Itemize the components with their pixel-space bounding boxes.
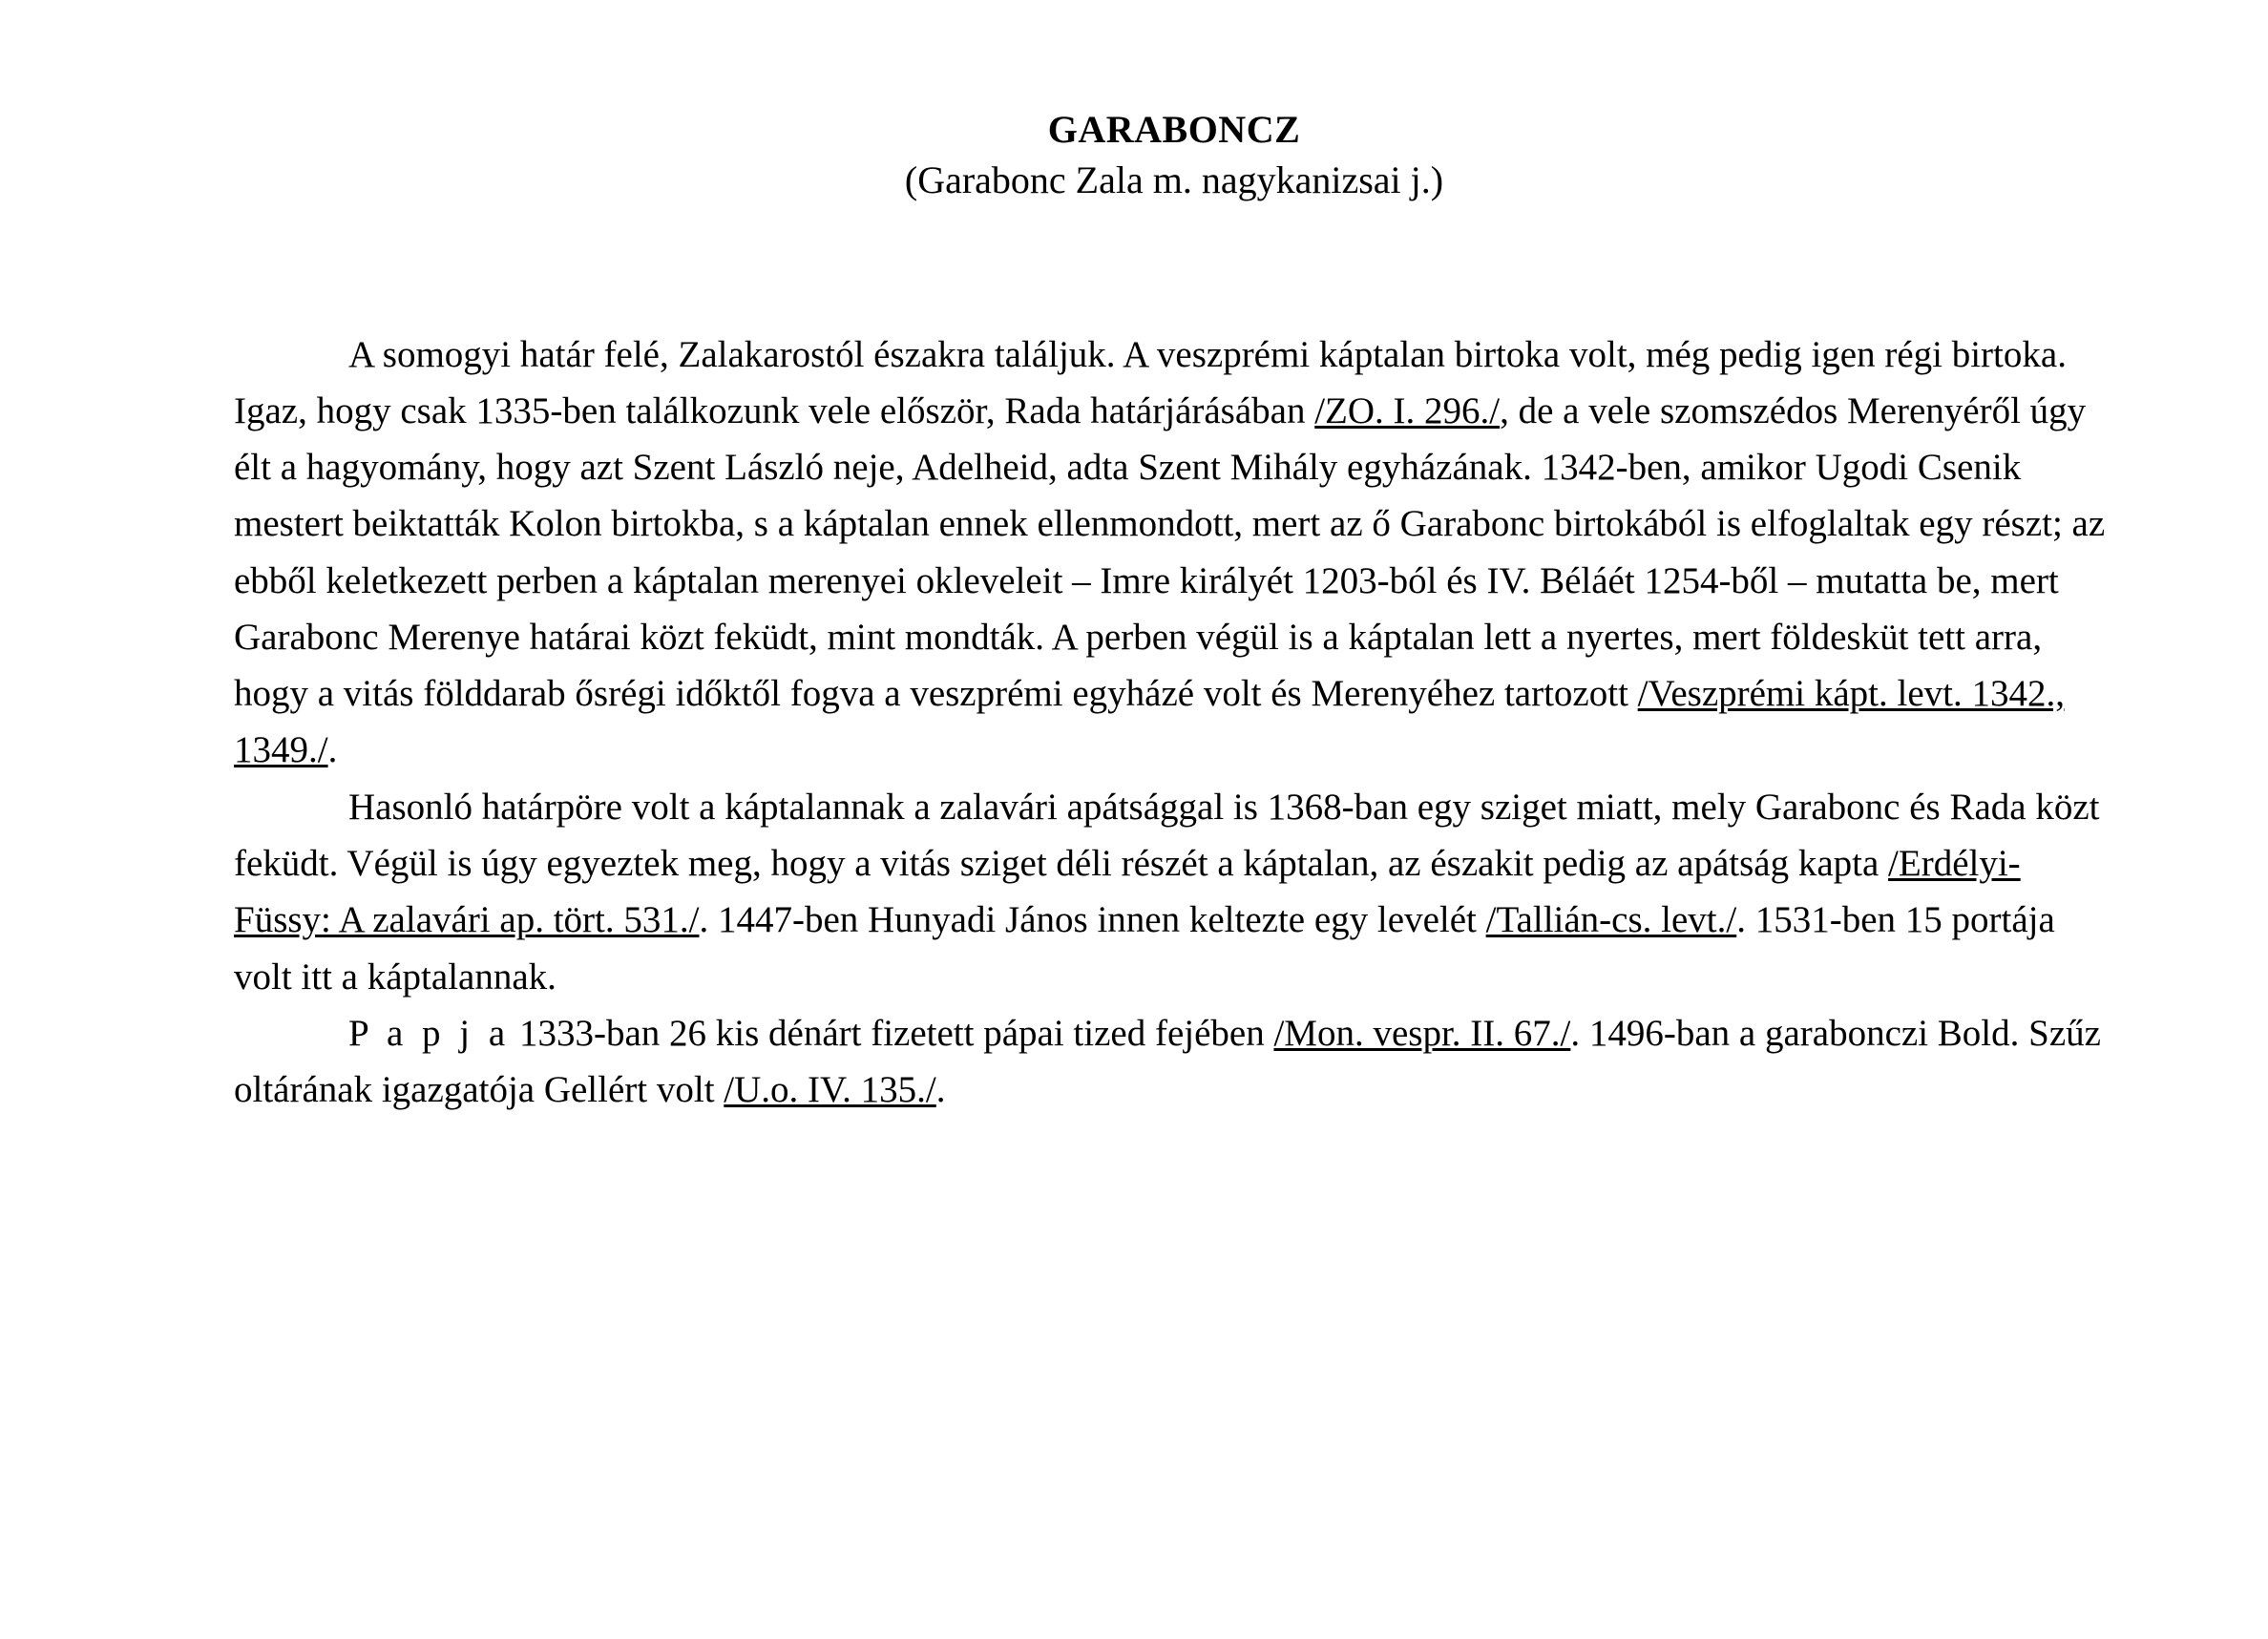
paragraph-2 xyxy=(234,779,2114,1005)
paragraph-3 xyxy=(234,1005,2114,1119)
text-run: , de a vele szomszédos Merenyéről úgy élt a hagyomány, hogy azt Szent László neje, Adelheid, adta Szent Mihály egyházának. 1342-ben, amikor Ugodi Csenik mestert beiktatták Kolon birtokba, s a káptalan ennek ellenmondott, mert az ő Garabonc birtokából is elfoglaltak egy részt; az ebből keletkezett perben a káptalan merenyei okleveleit – Imre királyét 1203-ból és IV. Béláét 1254-ből – mutatta be, mert Garabonc Merenye határai közt feküdt, mint mondták. A perben végül is a káptalan lett a nyertes, mert földesküt tett arra, hogy a vitás földdarab ősrégi időktől fogva a veszprémi egyházé volt és Merenyéhez tartozott xyxy=(234,389,2106,715)
citation-reference: /Tallián-cs. levt./ xyxy=(1485,899,1737,941)
text-run: . 1447-ben Hunyadi János innen keltezte egy levelét xyxy=(699,899,1486,941)
citation-reference: /Mon. vespr. II. 67./ xyxy=(1273,1012,1571,1054)
text-run: A somogyi határ felé, Zalakarostól északra találjuk. A veszprémi káptalan birtoka volt, még pedig igen régi birtoka. Igaz, hogy csak 1335-ben találkozunk vele először, Rada határjárásában xyxy=(234,333,2067,431)
citation-reference: /ZO. I. 296./ xyxy=(1314,389,1501,431)
citation-reference: /Veszprémi kápt. levt. 1342., 1349./ xyxy=(234,673,2065,771)
citation-reference: /Erdélyi-Füssy: A zalavári ap. tört. 531./ xyxy=(234,842,2021,941)
page-subtitle: (Garabonc Zala m. nagykanizsai j.) xyxy=(904,158,1444,201)
paragraph-1 xyxy=(234,326,2114,779)
document-content xyxy=(234,107,2114,1118)
citation-reference: /U.o. IV. 135./ xyxy=(724,1069,936,1111)
text-run: . 1531-ben 15 portája volt itt a káptalannak. xyxy=(234,899,2055,998)
text-run: . xyxy=(935,1069,946,1111)
text-run: . 1496-ban a garabonczi Bold. Szűz oltárának igazgatója Gellért volt xyxy=(234,1012,2101,1111)
text-run: . xyxy=(327,729,338,771)
text-run: Hasonló határpöre volt a káptalannak a zalavári apátsággal is 1368-ban egy sziget miatt, mely Garabonc és Rada közt feküdt. Végül is úgy egyeztek meg, hogy a vitás sziget déli részét a káptalan, az északit pedig az apátság kapta xyxy=(234,786,2100,884)
page-title: GARABONCZ xyxy=(1047,108,1301,151)
text-run: 1333-ban 26 kis dénárt fizetett pápai tized fejében xyxy=(510,1012,1274,1054)
body-text xyxy=(234,326,2114,1119)
section-lead-in: P a p j a xyxy=(348,1012,511,1054)
